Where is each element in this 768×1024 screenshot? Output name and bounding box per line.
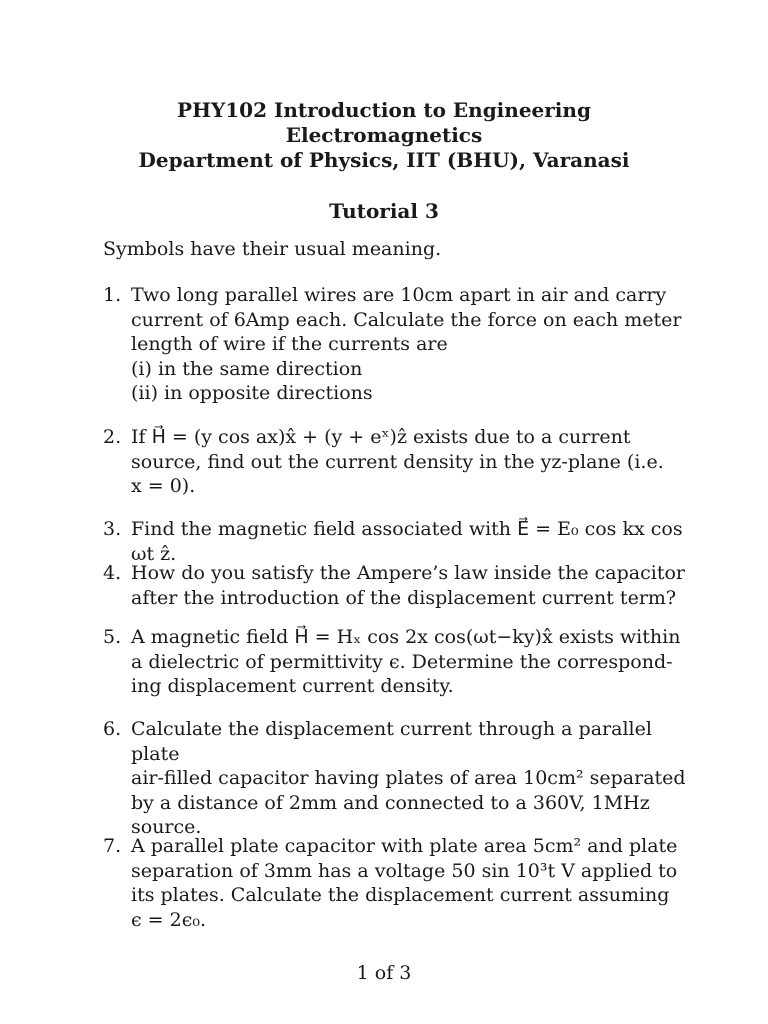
- question-line: current of 6Amp each. Calculate the force on each meter: [131, 308, 682, 331]
- question-line: Calculate the displacement current through a parallel plate: [131, 718, 652, 765]
- course-title: PHY102 Introduction to Engineering: [177, 98, 591, 122]
- question-line: length of wire if the currents are: [131, 333, 448, 355]
- question-number: 7.: [103, 835, 122, 857]
- question-line: ϵ = 2ϵ₀.: [131, 908, 207, 931]
- question-line: A magnetic field H⃗ = Hₓ cos 2x cos(ωt−ky)x̂ exists within: [131, 626, 681, 648]
- question-number: 2.: [103, 426, 122, 448]
- question-2: [103, 425, 703, 499]
- question-line: (ii) in opposite directions: [131, 382, 373, 404]
- question-line: after the introduction of the displacement current term?: [131, 586, 677, 609]
- question-line: Find the magnetic field associated with E⃗ = E₀ cos kx cos ωt ẑ.: [131, 518, 683, 565]
- page-number: 1 of 3: [356, 962, 412, 984]
- question-line: air-filled capacitor having plates of area 10cm² separated: [131, 767, 686, 789]
- question-line: source, find out the current density in the yz-plane (i.e.: [131, 450, 664, 473]
- question-number: 1.: [103, 284, 122, 306]
- question-6: [103, 717, 703, 840]
- question-line: x = 0).: [131, 475, 196, 497]
- question-line: (i) in the same direction: [131, 357, 363, 380]
- question-number: 4.: [103, 562, 122, 584]
- question-number: 3.: [103, 518, 122, 540]
- tutorial-heading: Tutorial 3: [329, 199, 439, 223]
- course-title-continued: Electromagnetics: [285, 123, 483, 147]
- question-7: [103, 834, 703, 932]
- question-line: separation of 3mm has a voltage 50 sin 10³t V applied to: [131, 859, 678, 882]
- question-line: Two long parallel wires are 10cm apart in air and carry: [131, 284, 667, 306]
- question-line: source.: [131, 816, 202, 838]
- question-line: How do you satisfy the Ampere’s law inside the capacitor: [131, 562, 685, 584]
- question-line: ing displacement current density.: [131, 675, 454, 697]
- question-line: its plates. Calculate the displacement current assuming: [131, 884, 670, 906]
- question-number: 5.: [103, 626, 122, 648]
- question-4: [103, 561, 703, 610]
- question-5: [103, 625, 703, 699]
- question-3: [103, 517, 703, 566]
- question-line: by a distance of 2mm and connected to a 360V, 1MHz: [131, 791, 650, 814]
- question-line: A parallel plate capacitor with plate area 5cm² and plate: [131, 835, 678, 857]
- question-line: a dielectric of permittivity ϵ. Determine the correspond-: [131, 650, 673, 673]
- department-line: Department of Physics, IIT (BHU), Varanasi: [138, 148, 630, 172]
- question-1: [103, 283, 703, 406]
- question-number: 6.: [103, 718, 122, 740]
- intro-note: Symbols have their usual meaning.: [103, 238, 442, 260]
- question-line: If H⃗ = (y cos ax)x̂ + (y + eˣ)ẑ exists due to a current: [131, 426, 631, 448]
